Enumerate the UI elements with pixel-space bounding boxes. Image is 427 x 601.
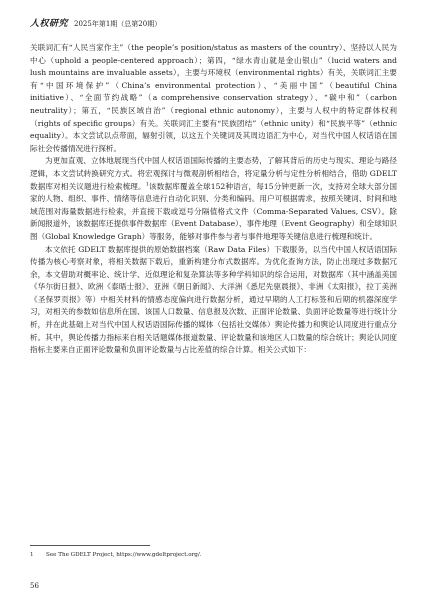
footnote-text: See The GDELT Project, https://www.gdeltproject.org/. (46, 552, 202, 558)
footnote-marker[interactable]: 1 (145, 181, 149, 187)
issue-info: 2025年第1期（总第20期） (74, 20, 162, 28)
footnote (30, 551, 397, 559)
page-number: 56 (30, 582, 39, 590)
paragraph-1-text: 关联词汇有“人民当家作主”（the people’s position/status as masters of the country）、坚持以人民为中心（uphold a people-centered approach）；第四，“绿水青山就是金山银山”（lucid waters and lush mountains are invaluable assets），主要与环境权（environmental rights）有关，关联词汇主要有“中国环境保护”（China’s environmental protection）、“美丽中国”（beautiful China initiative）、“全面节约战略”（a comprehensive conservation strategy）、“碳中和”（carbon neutrality）；第五，“民族区域自治”（regional ethnic autonomy），主要与人权中的特定群体权利（rights of specific groups）有关。关联词汇主要有“民族团结”（ethnic unity）和“民族平等”（ethnic equality）。本文尝试以点带面，辐射引领，以这五个关键词及其周边语汇为中心，对当代中国人权话语在国际社会传播情况进行探析。 (30, 43, 397, 153)
paragraph-2-text-after: 该数据库覆盖全球152种语言，每15分钟更新一次，支持对全球大部分国家的人物、组织、事件、情绪等信息进行自动化识别、分类和编码。用户可根据需求，按照关键词、时间和地域范围对海量数据进行检索，并直接下载或逗号分隔值格式文件（Comma-Separated Values, CSV）。除新闻报道外，该数据库还提供事件数据库（Event Database）、事件地理（Event Geography）和全球知识图（Global Knowledge Graph）等服务，能够对事件参与者与事件地理等关键信息进行梳理和统计。 (30, 181, 398, 241)
journal-title: 人权研究 (30, 19, 69, 29)
paragraph-3 (30, 244, 397, 357)
body-text (30, 42, 397, 357)
footnote-divider (30, 545, 150, 546)
paragraph-3-text: 本文依托 GDELT 数据库提供的原始数据档案（Raw Data Files）下载服务，以当代中国人权话语国际传播为核心考察对象，将相关数据下载后，重新构建分布式数据库。为优化查询方法，防止出现过多数据冗余，本文借助对概率论、统计学、近似理论和复杂算法等多种学科知识的综合运用，对数据库（其中涵盖美国《华尔街日报》、欧洲《泰晤士报》、亚洲《朝日新闻》、大洋洲《悉尼先驱晨报》、非洲《太阳报》，拉丁美洲《圣保罗页报》等）中相关材料的情感态度偏向进行数据分析，通过早期的人工打标签和后期的机器深度学习，对相关的参数如信息所在国、该国人口数量、信息报及次数、正面评论数量、负面评论数量等进行统计分析，并在此基础上对当代中国人权话语国际传播的媒体（包括社交媒体）舆论传播力和舆论认同度进行重点分析。其中，舆论传播力指标来自相关话题媒体报道数量、评论数量和该地区人口数量的综合统计；舆论认同度指标主要来自正面评论数量和负面评论数量与占比差值的综合计算。相关公式如下： (30, 244, 397, 355)
footnote-number: 1 (30, 552, 34, 558)
paragraph-2-text: 为更加直观、立体地展现当代中国人权话语国际传播的主要态势，了解其背后的历史与现实、理论与路径逻辑，本文尝试转换研究方式。将宏观探讨与微观剖析相结合，将定量分析与定性分析相结合，借助 GDELT 数据库对相关议题进行检索梳理。 (30, 156, 397, 191)
running-header (30, 16, 397, 32)
paragraph-1 (30, 42, 397, 155)
paragraph-2 (30, 155, 397, 243)
